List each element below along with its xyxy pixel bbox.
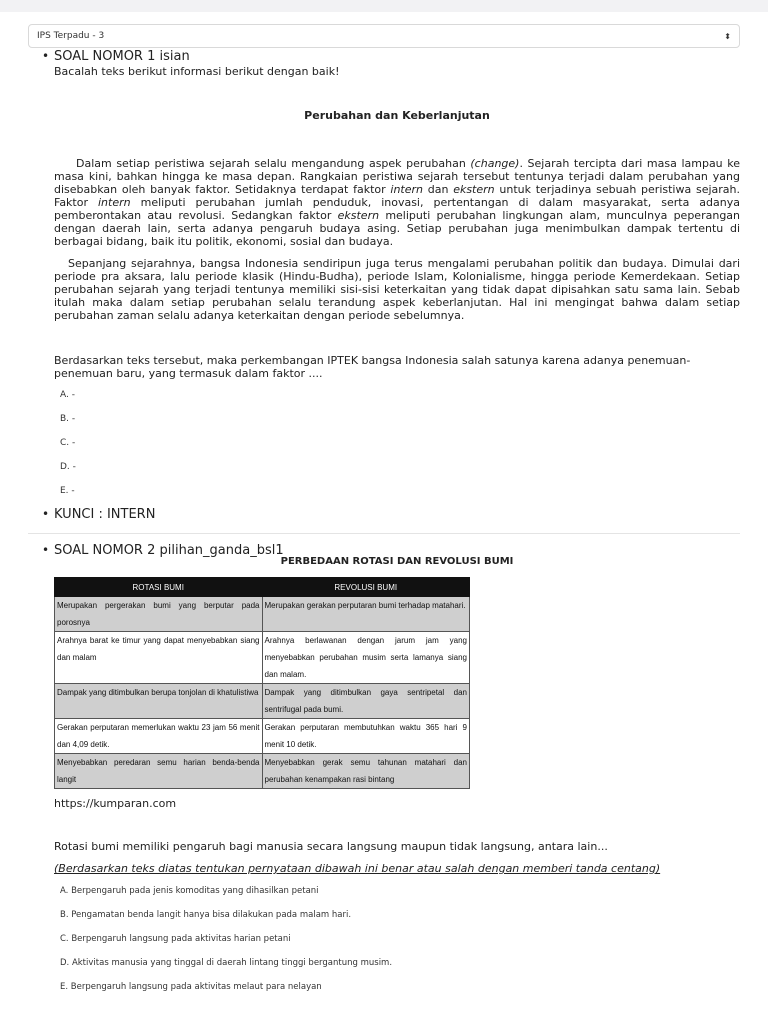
comparison-table [54,577,470,789]
article-paragraph-2-text: Sepanjang sejarahnya, bangsa Indonesia sendiripun juga terus mengalami perubahan politik dan budaya. Dimulai dari periode pra aksara, lalu periode klasik (Hindu-Budha), periode Islam, Kolonialisme, hingga periode Kemerdekaan. Setiap perubahan sejarah yang terjadi tentunya memiliki sisi-sisi keterkaitan yang tidak dapat dipisahkan satu sama lain. Sebab itulah maka dalam setiap perubahan selalu terandung aspek keberlanjutan. Hal ini mengingat bahwa dalam setiap perubahan zaman selalu adanya keterkaitan dengan periode sebelumnya. [54,257,740,322]
table-cell: Gerakan perputaran membutuhkan waktu 365 hari 9 menit 10 detik. [262,719,470,754]
source-link[interactable]: https://kumparan.com [54,797,177,810]
text-run: Dalam setiap peristiwa sejarah selalu mengandung aspek perubahan [76,157,471,170]
question-1-instruction: Bacalah teks berikut informasi berikut dengan baik! [54,65,340,78]
option-a[interactable]: A. - [60,390,75,400]
question-2-options [54,886,740,993]
option-c[interactable]: C. Berpengaruh langsung pada aktivitas harian petani [60,934,291,944]
bullet-icon: • [42,49,50,63]
option-b[interactable]: B. - [60,414,76,424]
article-paragraph-1-text [54,157,740,248]
option-a[interactable]: A. Berpengaruh pada jenis komoditas yang dihasilkan petani [60,886,319,896]
option-e[interactable]: E. - [60,486,75,496]
table-title: PERBEDAAN ROTASI DAN REVOLUSI BUMI [280,556,514,567]
question-2 [42,542,740,559]
option-c[interactable]: C. - [60,438,76,448]
table-cell: Merupakan pergerakan bumi yang berputar pada porosnya [55,597,263,632]
top-bar [0,0,768,12]
italic-term: (change) [470,157,520,170]
italic-term: intern [98,196,131,209]
text-run: . Sejarah tercipta dari masa lampau ke masa kini, bahkan hingga ke masa depan. Rangkaian peristiwa sejarah tersebut tentunya terjadi dalam perubahan yang disebabkan oleh banyak faktor. Setidaknya terdapat faktor [54,157,740,196]
answer-key-text: KUNCI : INTERN [54,507,156,522]
table-row [55,719,470,754]
text-run: dan [423,183,454,196]
divider [28,533,740,534]
question-1-options [54,390,740,497]
question-1-text: Berdasarkan teks tersebut, maka perkembangan IPTEK bangsa Indonesia salah satunya karena adanya penemuan-penemuan baru, yang termasuk dalam faktor .... [54,354,691,380]
table-header-revolusi: REVOLUSI BUMI [262,578,470,597]
text-run: meliputi perubahan jumlah penduduk, inovasi, pertentangan di dalam masyarakat, serta adanya pemberontakan atau revolusi. Sedangkan faktor [54,196,740,222]
table-cell: Arahnya berlawanan dengan jarum jam yang menyebabkan perubahan musim serta lamanya siang dan malam. [262,632,470,684]
question-2-heading: SOAL NOMOR 2 pilihan_ganda_bsl1 [54,543,284,558]
article-title: Perubahan dan Keberlanjutan [304,109,490,122]
table-header-rotasi: ROTASI BUMI [55,578,263,597]
table-row [55,684,470,719]
subject-select[interactable] [28,24,740,48]
text-run: meliputi perubahan lingkungan alam, munculnya peperangan dengan daerah lain, serta adanya pengaruh budaya asing. Setiap perubahan juga menimbulkan dampak tertentu di berbagai bidang, baik itu politik, ekonomi, sosial dan budaya. [54,209,741,248]
bullet-icon: • [42,543,50,557]
table-cell: Dampak yang ditimbulkan gaya sentripetal dan sentrifugal pada bumi. [262,684,470,719]
table-row [55,632,470,684]
table-row [55,754,470,789]
option-d[interactable]: D. - [60,462,76,472]
select-chevron-icon: ⬍ [724,31,731,41]
article-paragraph-1 [54,157,740,248]
table-cell: Arahnya barat ke timur yang dapat menyebabkan siang dan malam [55,632,263,684]
question-list [28,48,740,559]
option-b[interactable]: B. Pengamatan benda langit hanya bisa dilakukan pada malam hari. [60,910,352,920]
answer-key [42,506,740,534]
table-cell: Dampak yang ditimbulkan berupa tonjolan di khatulistiwa [55,684,263,719]
italic-term: ekstern [337,209,380,222]
text-run: untuk terjadinya sebuah peristiwa sejarah. Faktor [54,183,740,209]
question-2-instruction: (Berdasarkan teks diatas tentukan pernyataan dibawah ini benar atau salah dengan memberi tanda centang) [54,862,661,875]
question-2-text: Rotasi bumi memiliki pengaruh bagi manusia secara langsung maupun tidak langsung, antara lain... [54,840,608,853]
table-row [55,597,470,632]
option-d[interactable]: D. Aktivitas manusia yang tinggal di daerah lintang tinggi bergantung musim. [60,958,393,968]
article-paragraph-2 [54,257,740,322]
table-cell: Menyebabkan peredaran semu harian benda-benda langit [55,754,263,789]
table-cell: Gerakan perputaran memerlukan waktu 23 jam 56 menit dan 4,09 detik. [55,719,263,754]
italic-term: intern [390,183,423,196]
subject-select-value: IPS Terpadu - 3 [37,31,105,41]
question-1-heading: SOAL NOMOR 1 isian [54,49,190,64]
page-content [0,24,768,993]
question-2-body [28,556,740,993]
question-1 [42,48,741,497]
option-e[interactable]: E. Berpengaruh langsung pada aktivitas melaut para nelayan [60,982,322,992]
table-cell: Menyebabkan gerak semu tahunan matahari dan perubahan kenampakan rasi bintang [262,754,470,789]
italic-term: ekstern [453,183,495,196]
table-cell: Merupakan gerakan perputaran bumi terhadap matahari. [262,597,470,632]
bullet-icon: • [42,507,50,521]
